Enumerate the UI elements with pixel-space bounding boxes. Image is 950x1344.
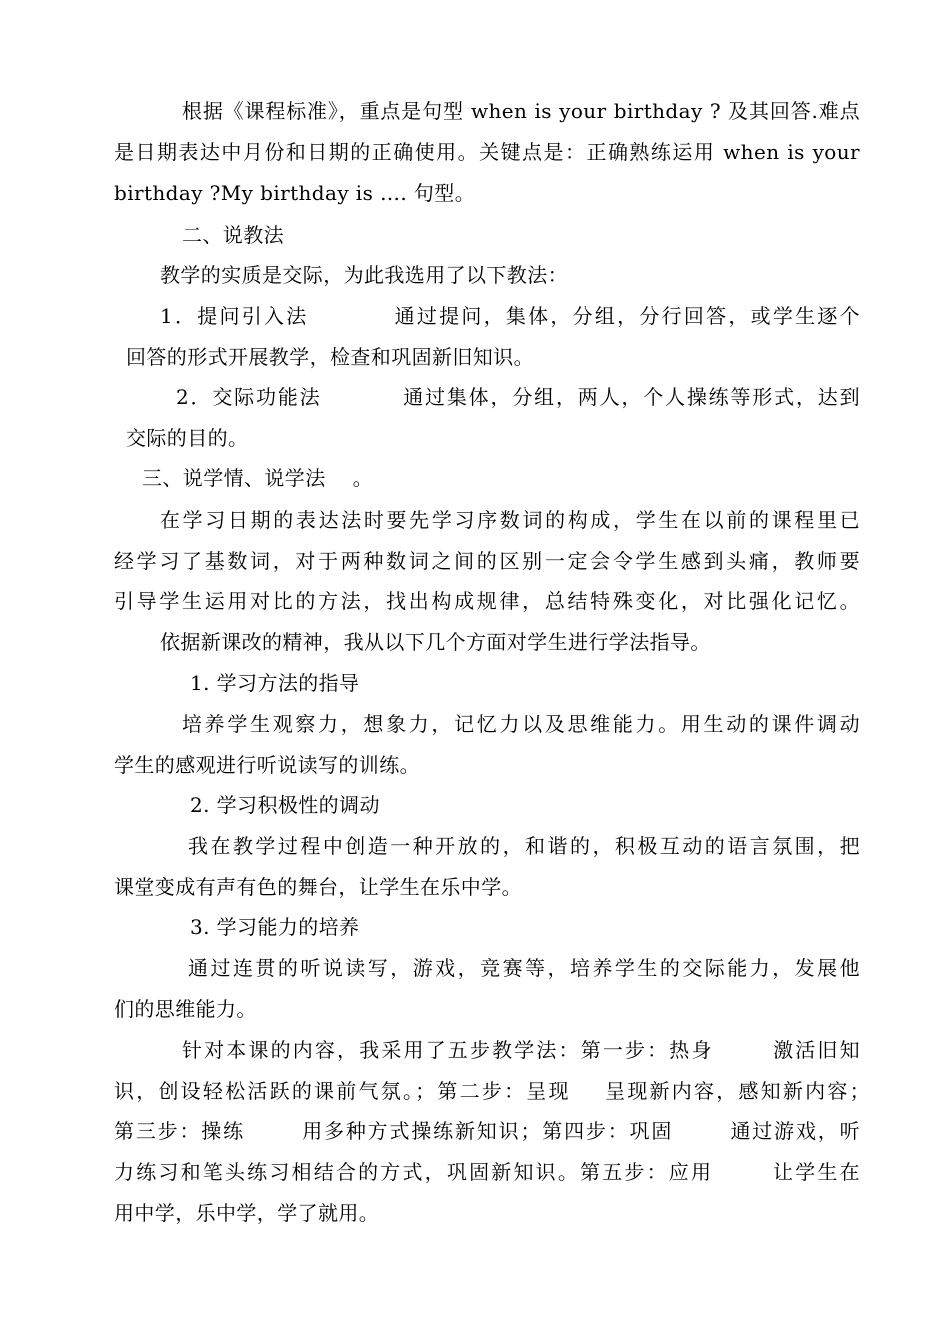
- paragraph-line: 通过连贯的听说读写，游戏，竞赛等，培养学生的交际能力，发展他: [188, 956, 860, 980]
- paragraph-line: 依据新课改的精神，我从以下几个方面对学生进行学法指导。: [160, 630, 711, 654]
- paragraph-line: 们的思维能力。: [114, 997, 257, 1021]
- paragraph-line: 识，创设轻松活跃的课前气氛。；第二步：呈现 呈现新内容，感知新内容；: [114, 1079, 870, 1103]
- paragraph-line: 力练习和笔头练习相结合的方式，巩固新知识。第五步：应用 让学生在: [114, 1160, 860, 1184]
- paragraph-line: 引导学生运用对比的方法，找出构成规律，总结特殊变化，对比强化记忆。: [114, 589, 860, 613]
- list-item: 1．提问引入法 通过提问，集体，分组，分行回答，或学生逐个: [160, 304, 860, 328]
- paragraph-line: 针对本课的内容，我采用了五步教学法：第一步：热身 激活旧知: [182, 1038, 860, 1062]
- subsection-heading: 2. 学习积极性的调动: [190, 793, 380, 817]
- list-item: 2．交际功能法 通过集体，分组，两人，个人操练等形式，达到: [176, 385, 860, 409]
- paragraph-line: birthday ?My birthday is …. 句型。: [114, 181, 476, 205]
- paragraph-line: 回答的形式开展教学，检查和巩固新旧知识。: [126, 345, 534, 369]
- paragraph-line: 交际的目的。: [126, 426, 249, 450]
- paragraph-line: 用中学，乐中学，学了就用。: [114, 1201, 380, 1225]
- paragraph-line: 学生的感观进行听说读写的训练。: [114, 753, 420, 777]
- paragraph-line: 在学习日期的表达法时要先学习序数词的构成，学生在以前的课程里已: [160, 508, 860, 532]
- subsection-heading: 1. 学习方法的指导: [190, 671, 360, 695]
- section-heading: 二、说教法: [182, 223, 284, 247]
- paragraph-line: 教学的实质是交际，为此我选用了以下教法：: [160, 263, 568, 287]
- paragraph-line: 是日期表达中月份和日期的正确使用。关键点是：正确熟练运用 when is your: [114, 140, 860, 164]
- paragraph-line: 第三步：操练 用多种方式操练新知识；第四步：巩固 通过游戏，听: [114, 1119, 860, 1143]
- paragraph-line: 课堂变成有声有色的舞台，让学生在乐中学。: [114, 875, 522, 899]
- paragraph-line: 根据《课程标准》，重点是句型 when is your birthday ? 及其回答.难点: [182, 99, 860, 123]
- paragraph-line: 培养学生观察力，想象力，记忆力以及思维能力。用生动的课件调动: [182, 712, 860, 736]
- subsection-heading: 3. 学习能力的培养: [190, 915, 360, 939]
- section-heading: 三、说学情、说学法 。: [142, 466, 374, 490]
- paragraph-line: 经学习了基数词，对于两种数词之间的区别一定会令学生感到头痛，教师要: [114, 549, 860, 573]
- paragraph-line: 我在教学过程中创造一种开放的，和谐的，积极互动的语言氛围，把: [188, 834, 860, 858]
